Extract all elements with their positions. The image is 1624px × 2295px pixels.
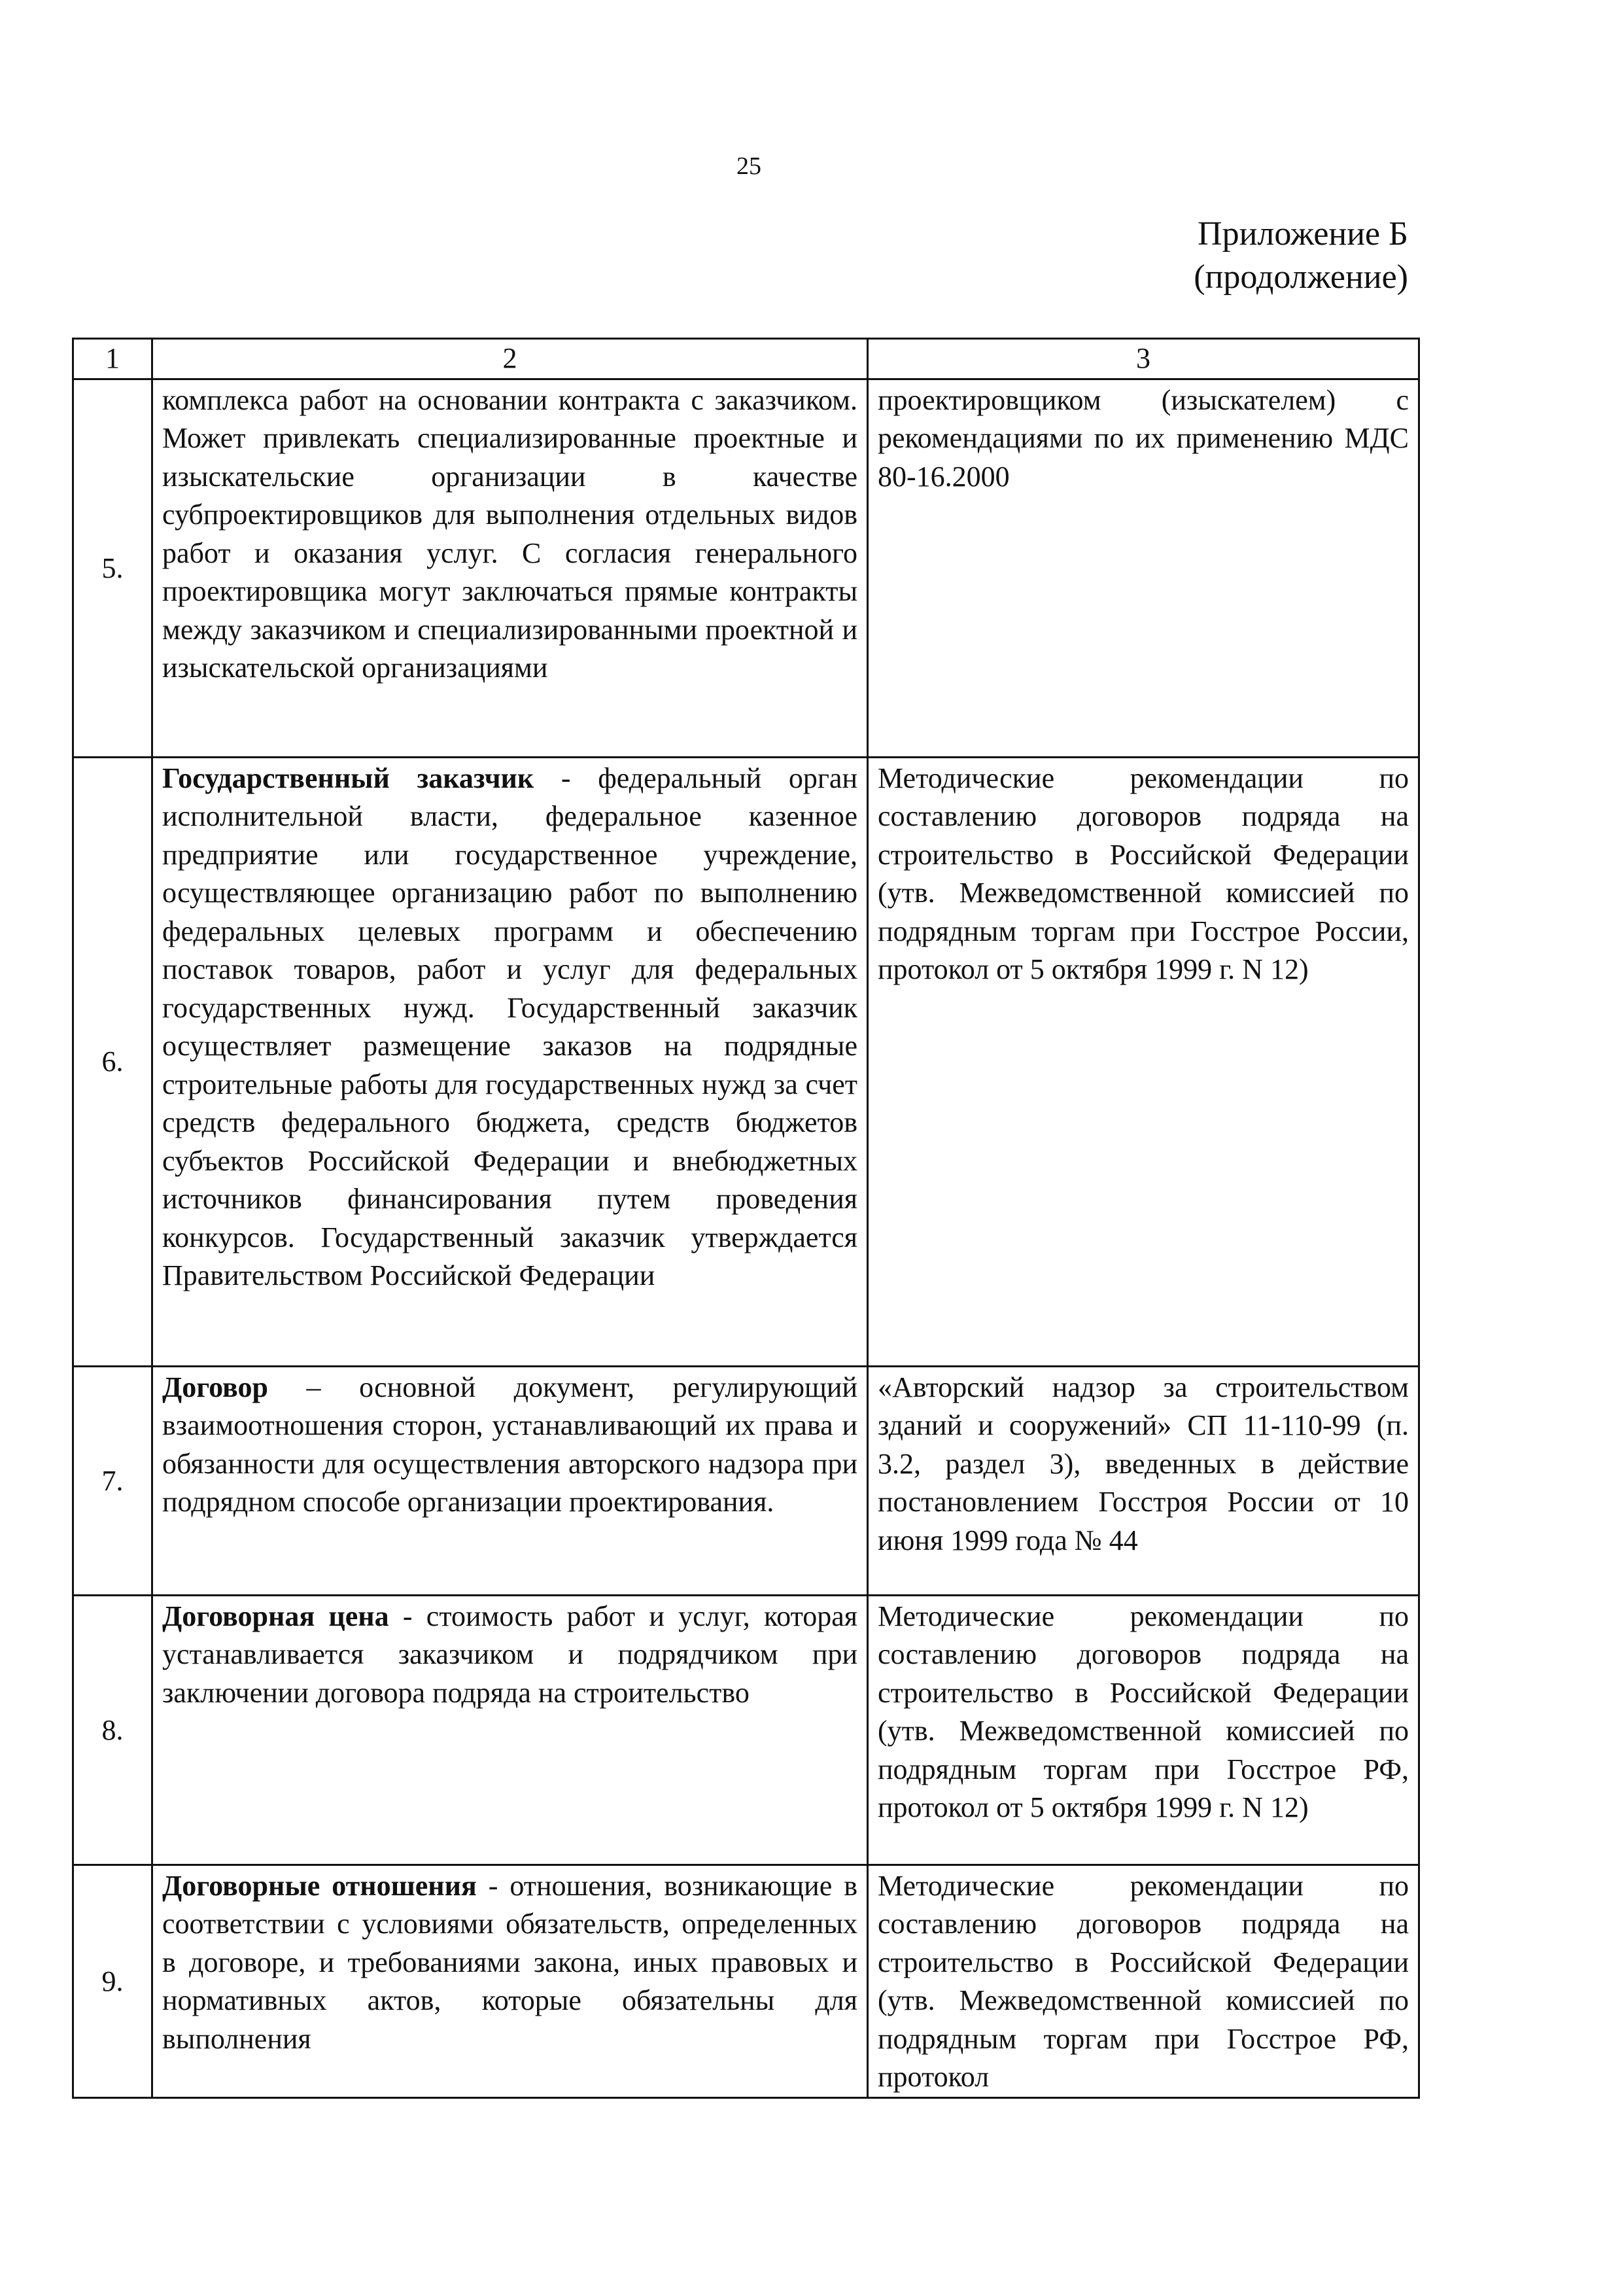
table-row bbox=[73, 757, 1419, 1366]
table-row bbox=[73, 1366, 1419, 1595]
source-cell: Методические рекомендации по составлению договоров подряда на строительство в Российской Федерации (утв. Межведомственной комиссией по подрядным торгам при Госстрое РФ, протокол от 5 октября 1999 г. N 12) bbox=[868, 1595, 1419, 1865]
term-cell bbox=[152, 1595, 868, 1865]
term-definition: - стоимость работ и услуг, которая устанавливается заказчиком и подрядчиком при заключении договора подряда на строительство bbox=[162, 1600, 857, 1709]
term-name: Договорные отношения bbox=[162, 1869, 477, 1902]
term-cell bbox=[152, 757, 868, 1366]
row-number: 8. bbox=[73, 1595, 152, 1865]
term-name: Договор bbox=[162, 1371, 268, 1403]
row-number: 9. bbox=[73, 1865, 152, 2097]
term-cell bbox=[152, 1865, 868, 2097]
source-cell: проектировщиком (изыскателем) с рекомендациями по их применению МДС 80-16.2000 bbox=[868, 379, 1419, 757]
row-number: 7. bbox=[73, 1366, 152, 1595]
page-number: 25 bbox=[736, 152, 761, 180]
table-row bbox=[73, 379, 1419, 757]
term-name: Договорная цена bbox=[162, 1600, 389, 1632]
source-cell: Методические рекомендации по составлению договоров подряда на строительство в Российской Федерации (утв. Межведомственной комиссией по подрядным торгам при Госстрое РФ, протокол bbox=[868, 1865, 1419, 2097]
table-row bbox=[73, 1865, 1419, 2097]
header-col-2: 2 bbox=[152, 339, 868, 379]
table-row bbox=[73, 1595, 1419, 1865]
header-col-1: 1 bbox=[73, 339, 152, 379]
term-definition: комплекса работ на основании контракта с заказчиком. Может привлекать специализированные проектные и изыскательские организации в качестве субпроектировщиков для выполнения отдельных видов работ и оказания услуг. С согласия генерального проектировщика могут заключаться прямые контракты между заказчиком и специализированными проектной и изыскательской организациями bbox=[162, 383, 857, 684]
header-col-3: 3 bbox=[868, 339, 1419, 379]
row-number: 5. bbox=[73, 379, 152, 757]
term-definition: - отношения, возникающие в соответствии с условиями обязательств, определенных в договоре, и требованиями закона, иных правовых и нормативных актов, которые обязательны для выполнения bbox=[162, 1869, 857, 2055]
term-name: Государственный заказчик bbox=[162, 762, 534, 794]
source-cell: Методические рекомендации по составлению договоров подряда на строительство в Российской Федерации (утв. Межведомственной комиссией по подрядным торгам при Госстрое России, протокол от 5 октября 1999 г. N 12) bbox=[868, 757, 1419, 1366]
terms-table bbox=[72, 338, 1420, 2099]
appendix-heading bbox=[1194, 213, 1408, 299]
table-header-row bbox=[73, 339, 1419, 379]
appendix-subtitle: (продолжение) bbox=[1194, 258, 1408, 296]
source-cell: «Авторский надзор за строительством зданий и сооружений» СП 11-110-99 (п. 3.2, раздел 3), введенных в действие постановлением Госстроя России от 10 июня 1999 года № 44 bbox=[868, 1366, 1419, 1595]
term-definition: – основной документ, регулирующий взаимоотношения сторон, устанавливающий их права и обязанности для осуществления авторского надзора при подрядном способе организации проектирования. bbox=[162, 1371, 857, 1518]
term-cell bbox=[152, 1366, 868, 1595]
appendix-title: Приложение Б bbox=[1198, 215, 1408, 253]
term-definition: - федеральный орган исполнительной власти, федеральное казенное предприятие или государственное учреждение, осуществляющее организацию работ по выполнению федеральных целевых программ и обеспечению поставок товаров, работ и услуг для федеральных государственных нужд. Государственный заказчик осуществляет размещение заказов на подрядные строительные работы для государственных нужд за счет средств федерального бюджета, средств бюджетов субъектов Российской Федерации и внебюджетных источников финансирования путем проведения конкурсов. Государственный заказчик утверждается Правительством Российской Федерации bbox=[162, 762, 857, 1291]
row-number: 6. bbox=[73, 757, 152, 1366]
term-cell bbox=[152, 379, 868, 757]
